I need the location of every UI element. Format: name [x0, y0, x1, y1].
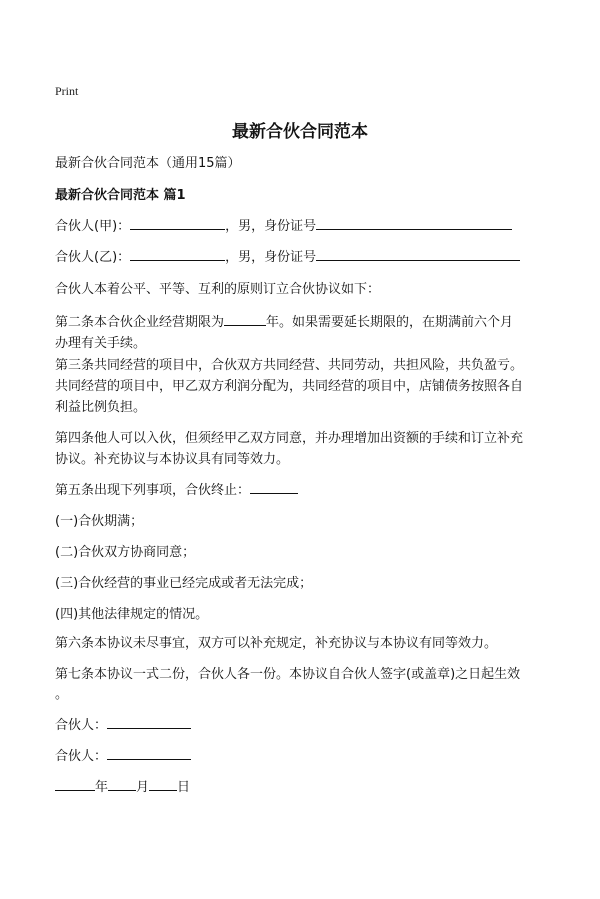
signature-line-2 [55, 746, 550, 767]
list-item-1: (一)合伙期满； [55, 514, 144, 529]
date-line [55, 777, 550, 798]
party-a-name-blank [130, 216, 225, 230]
signature-label-1: 合伙人： [55, 718, 108, 733]
signature-blank-1 [107, 715, 191, 729]
article-2 [55, 312, 550, 333]
list-item-3: (三)合伙经营的事业已经完成或者无法完成； [55, 576, 313, 591]
intro-text: 合伙人本着公平、平等、互利的原则订立合伙协议如下： [55, 282, 381, 297]
party-a-label: 合伙人(甲)： [55, 219, 131, 234]
article-5 [55, 480, 550, 501]
article-2-part-a: 第二条本合伙企业经营期限为 [55, 315, 225, 330]
list-item-4: (四)其他法律规定的情况。 [55, 607, 209, 622]
list-item-2: (二)合伙双方协商同意； [55, 545, 196, 560]
party-a-id-blank [316, 216, 512, 230]
party-b-name-blank [130, 247, 225, 261]
article-3-line-1: 第三条共同经营的项目中，合伙双方共同经营、共同劳动，共担风险，共负盈亏。 [55, 358, 524, 373]
party-a-gender: ，男，身份证号 [225, 219, 317, 234]
party-b-gender: ，男，身份证号 [225, 250, 317, 265]
term-years-blank [224, 312, 266, 326]
date-year-label: 年 [95, 780, 109, 795]
date-day-label: 日 [177, 780, 191, 795]
month-blank [108, 777, 136, 791]
party-a-line [55, 216, 550, 237]
termination-blank [250, 480, 298, 494]
section-heading: 最新合伙合同范本 篇1 [55, 188, 186, 203]
article-5-text: 第五条出现下列事项，合伙终止： [55, 483, 251, 498]
article-3-line-2: 共同经营的项目中，甲乙双方利润分配为，共同经营的项目中，店铺债务按照各自 [55, 379, 524, 394]
party-b-id-blank [316, 247, 520, 261]
article-6: 第六条本协议未尽事宜，双方可以补充规定，补充协议与本协议有同等效力。 [55, 636, 498, 651]
signature-line-1 [55, 715, 550, 736]
date-month-label: 月 [136, 780, 150, 795]
article-4-line-2: 协议。补充协议与本协议具有同等效力。 [55, 452, 290, 467]
document-title: 最新合伙合同范本 [232, 122, 368, 142]
day-blank [149, 777, 177, 791]
signature-blank-2 [107, 746, 191, 760]
signature-label-2: 合伙人： [55, 749, 108, 764]
article-7-line-1: 第七条本协议一式二份，合伙人各一份。本协议自合伙人签字(或盖章)之日起生效 [55, 667, 521, 682]
article-3-line-3: 利益比例负担。 [55, 400, 147, 415]
article-2-part-b: 年。如果需要延长期限的，在期满前六个月 [266, 315, 514, 330]
party-b-label: 合伙人(乙)： [55, 250, 131, 265]
print-label[interactable]: Print [55, 84, 79, 98]
party-b-line [55, 247, 550, 268]
year-blank [55, 777, 95, 791]
article-4-line-1: 第四条他人可以入伙，但须经甲乙双方同意，并办理增加出资额的手续和订立补充 [55, 431, 524, 446]
document-subtitle: 最新合伙合同范本（通用15篇） [55, 156, 241, 171]
article-7-line-2: 。 [55, 687, 69, 702]
article-2-part-c: 办理有关手续。 [55, 336, 147, 351]
